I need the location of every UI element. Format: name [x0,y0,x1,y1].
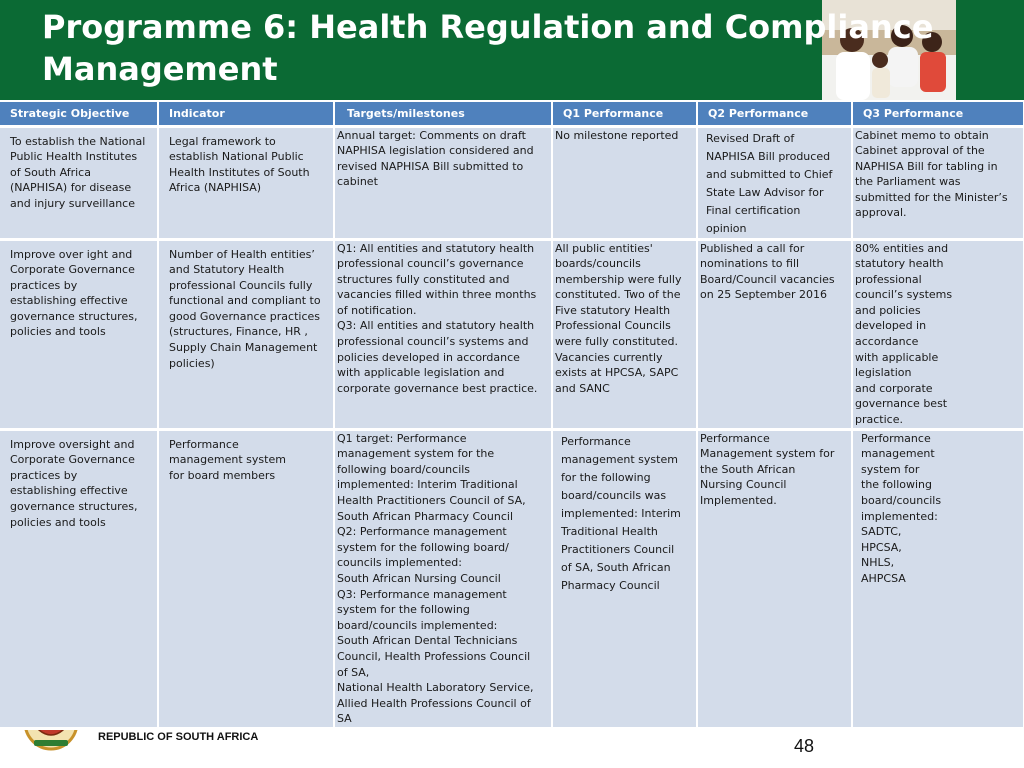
column-header-q2: Q2 Performance [697,102,852,126]
cell-strategic-objective: Improve oversight and Corporate Governance practices by establishing effective governance structures, policies and tools [0,429,158,728]
country-name: REPUBLIC OF SOUTH AFRICA [98,731,259,743]
slide-title-line-2: Management [42,50,278,88]
cell-strategic-objective: Improve over ight and Corporate Governance practices by establishing effective governance structures, policies and tools [0,239,158,429]
slide-title-line-1: Programme 6: Health Regulation and Compliance [42,8,934,46]
table-row [0,429,1024,728]
cell-indicator: Number of Health entities’ and Statutory Health professional Councils fully functional and compliant to good Governance practices (structures, Finance, HR , Supply Chain Management policies) [158,239,334,429]
cell-q3-performance: Cabinet memo to obtain Cabinet approval of the NAPHISA Bill for tabling in the Parliament was submitted for the Minister’s approval. [852,126,1024,239]
column-header-targets: Targets/milestones [334,102,552,126]
table-row [0,126,1024,239]
cell-q1-performance: No milestone reported [552,126,697,239]
column-header-indicator: Indicator [158,102,334,126]
table-header-row [0,102,1024,126]
cell-q3-performance: Performance management system for the following board/councils implemented: SADTC, HPCSA, NHLS, AHPCSA [852,429,1024,728]
column-header-q1: Q1 Performance [552,102,697,126]
cell-strategic-objective: To establish the National Public Health Institutes of South Africa (NAPHISA) for disease and injury surveillance [0,126,158,239]
cell-q3-performance: 80% entities and statutory health professional council’s systems and policies developed in accordance with applicable legislation and corporate governance best practice. [852,239,1024,429]
cell-targets: Q1: All entities and statutory health professional council’s governance structures fully constituted and vacancies filled within three months of notification. Q3: All entities and statutory health professional council’s systems and policies developed in accordance with applicable legislation and corporate governance best practice. [334,239,552,429]
column-header-strategic-objective: Strategic Objective [0,102,158,126]
cell-targets: Q1 target: Performance management system for the following board/councils implemented: Interim Traditional Health Practitioners Council of SA, South African Pharmacy Council Q2: Performance management system for the following board/ councils implemented: South African Nursing Council Q3: Performance management system for the following board/councils implemented: South African Dental Technicians Council, Health Professions Council of SA, National Health Laboratory Service, Allied Health Professions Council of SA [334,429,552,728]
table-row [0,239,1024,429]
performance-table [0,102,1024,730]
page-number: 48 [794,736,815,756]
cell-q2-performance: Revised Draft of NAPHISA Bill produced and submitted to Chief State Law Advisor for Final certification opinion [697,126,852,239]
column-header-q3: Q3 Performance [852,102,1024,126]
slide-title [42,6,942,90]
cell-targets: Annual target: Comments on draft NAPHISA legislation considered and revised NAPHISA Bill submitted to cabinet [334,126,552,239]
cell-q2-performance: Published a call for nominations to fill Board/Council vacancies on 25 September 2016 [697,239,852,429]
cell-q2-performance: Performance Management system for the South African Nursing Council Implemented. [697,429,852,728]
cell-q1-performance: All public entities' boards/councils membership were fully constituted. Two of the Five statutory Health Professional Councils were fully constituted. Vacancies currently exists at HPCSA, SAPC and SANC [552,239,697,429]
cell-q1-performance: Performance management system for the following board/councils was implemented: Interim Traditional Health Practitioners Council of SA, South African Pharmacy Council [552,429,697,728]
cell-indicator: Legal framework to establish National Public Health Institutes of South Africa (NAPHISA) [158,126,334,239]
cell-indicator: Performance management system for board members [158,429,334,728]
